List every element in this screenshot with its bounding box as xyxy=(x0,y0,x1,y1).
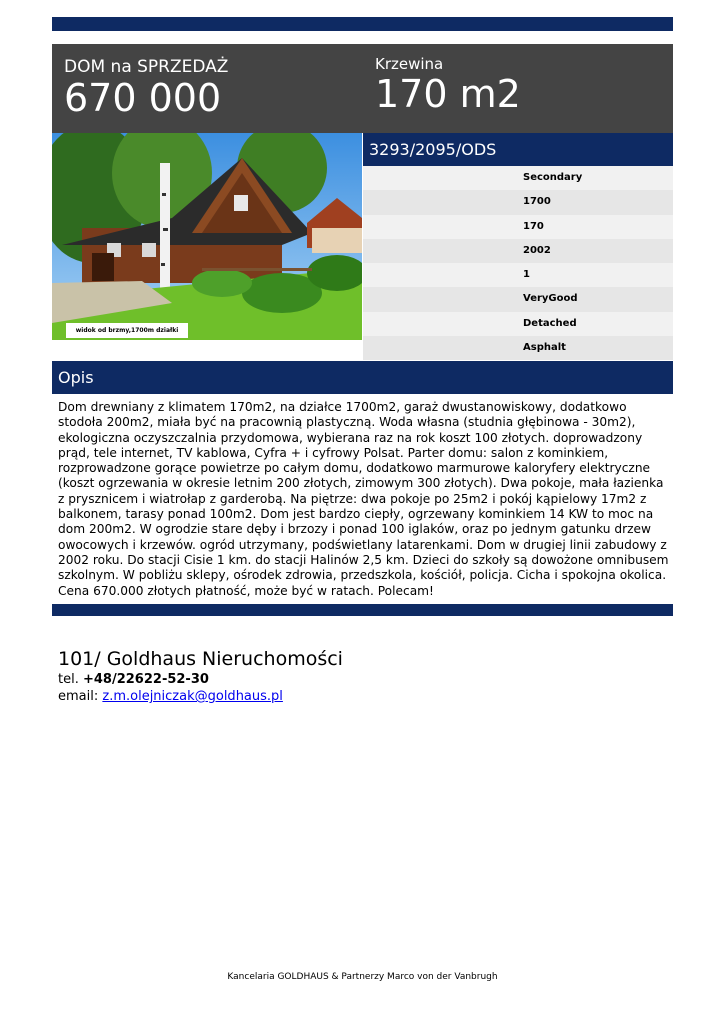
email-line xyxy=(58,688,343,705)
listing-city: Krzewina xyxy=(375,55,444,73)
photo-caption: widok od brzmy,1700m działki xyxy=(66,323,188,338)
description-text: Dom drewniany z klimatem 170m2, na działce 1700m2, garaż dwustanowiskowy, dodatkowo stodoła 200m2, miała być na pracownią plastyczną. Woda własna (studnia głębinowa - 30m2), ekologiczna oczyszczalnia przydomowa, wybierana raz na rok koszt 100 złotych. doprowadzony prąd, tele internet, TV kablowa, Cyfra + i cyfrowy Polsat. Parter domu: salon z kominkiem, rozprowadzone gorące powietrze po całym domu, dodatkowo marmurowe kaloryfery elektryczne (koszt ogrzewania w okresie letnim 200 złotych, zimowym 300 złotych). Dwa pokoje, mała łazienka z prysznicem i wiatrołap z garderobą. Na piętrze: dwa pokoje po 25m2 i pokój kąpielowy 17m2 z balkonem, tarasy ponad 100m2. Dom jest bardzo ciepły, ogrzewany kominkiem 14 KW to moc na dom 200m2. W ogrodzie stare dęby i brzozy i ponad 100 iglaków, oraz po jednym gatunku drzew owocowych i krzewów. ogród utrzymany, podświetlany latarenkami. Dom w drugiej linii zabudowy z 2002 roku. Do stacji Cisie 1 km. do stacji Halinów 2,5 km. Dzieci do szkoły są dowożone omnibusem szkolnym. W pobliżu sklepy, ośrodek zdrowia, przedszkola, kościół, policja. Cicha i spokojna okolica. Cena 670.000 złotych płatność, może być w ratach. Polecam! xyxy=(58,400,669,598)
house-photo-illustration xyxy=(52,133,362,340)
listing-type: DOM na SPRZEDAŻ xyxy=(64,57,229,77)
phone-number: +48/22622-52-30 xyxy=(82,672,209,687)
detail-row-year: 2002 xyxy=(363,239,673,263)
detail-row-living-area: 170 xyxy=(363,215,673,239)
email-label: email: xyxy=(58,689,99,704)
details-table xyxy=(363,166,673,360)
reference-number: 3293/2095/ODS xyxy=(363,133,673,166)
detail-row-plot-area: 1700 xyxy=(363,190,673,214)
detail-row-market: Secondary xyxy=(363,166,673,190)
listing-header xyxy=(52,44,673,133)
hero-left xyxy=(64,58,228,120)
listing-area: 170 m2 xyxy=(375,72,521,116)
detail-row-access-road: Asphalt xyxy=(363,336,673,360)
agency-name: 101/ Goldhaus Nieruchomości xyxy=(58,648,343,670)
email-link[interactable]: z.m.olejniczak@goldhaus.pl xyxy=(102,689,283,704)
phone-label: tel. xyxy=(58,672,79,687)
detail-row-condition: VeryGood xyxy=(363,287,673,311)
phone-line xyxy=(58,671,343,688)
top-bar xyxy=(52,17,673,31)
hero-right xyxy=(375,56,521,116)
property-photo xyxy=(52,133,362,340)
listing-price: 670 000 xyxy=(64,76,222,120)
description-heading: Opis xyxy=(52,361,673,394)
bottom-bar xyxy=(52,604,673,616)
detail-row-building-type: Detached xyxy=(363,312,673,336)
detail-row-floors: 1 xyxy=(363,263,673,287)
footer-text: Kancelaria GOLDHAUS & Partnerzy Marco von der Vanbrugh xyxy=(227,972,498,982)
agency-contact xyxy=(58,647,343,705)
